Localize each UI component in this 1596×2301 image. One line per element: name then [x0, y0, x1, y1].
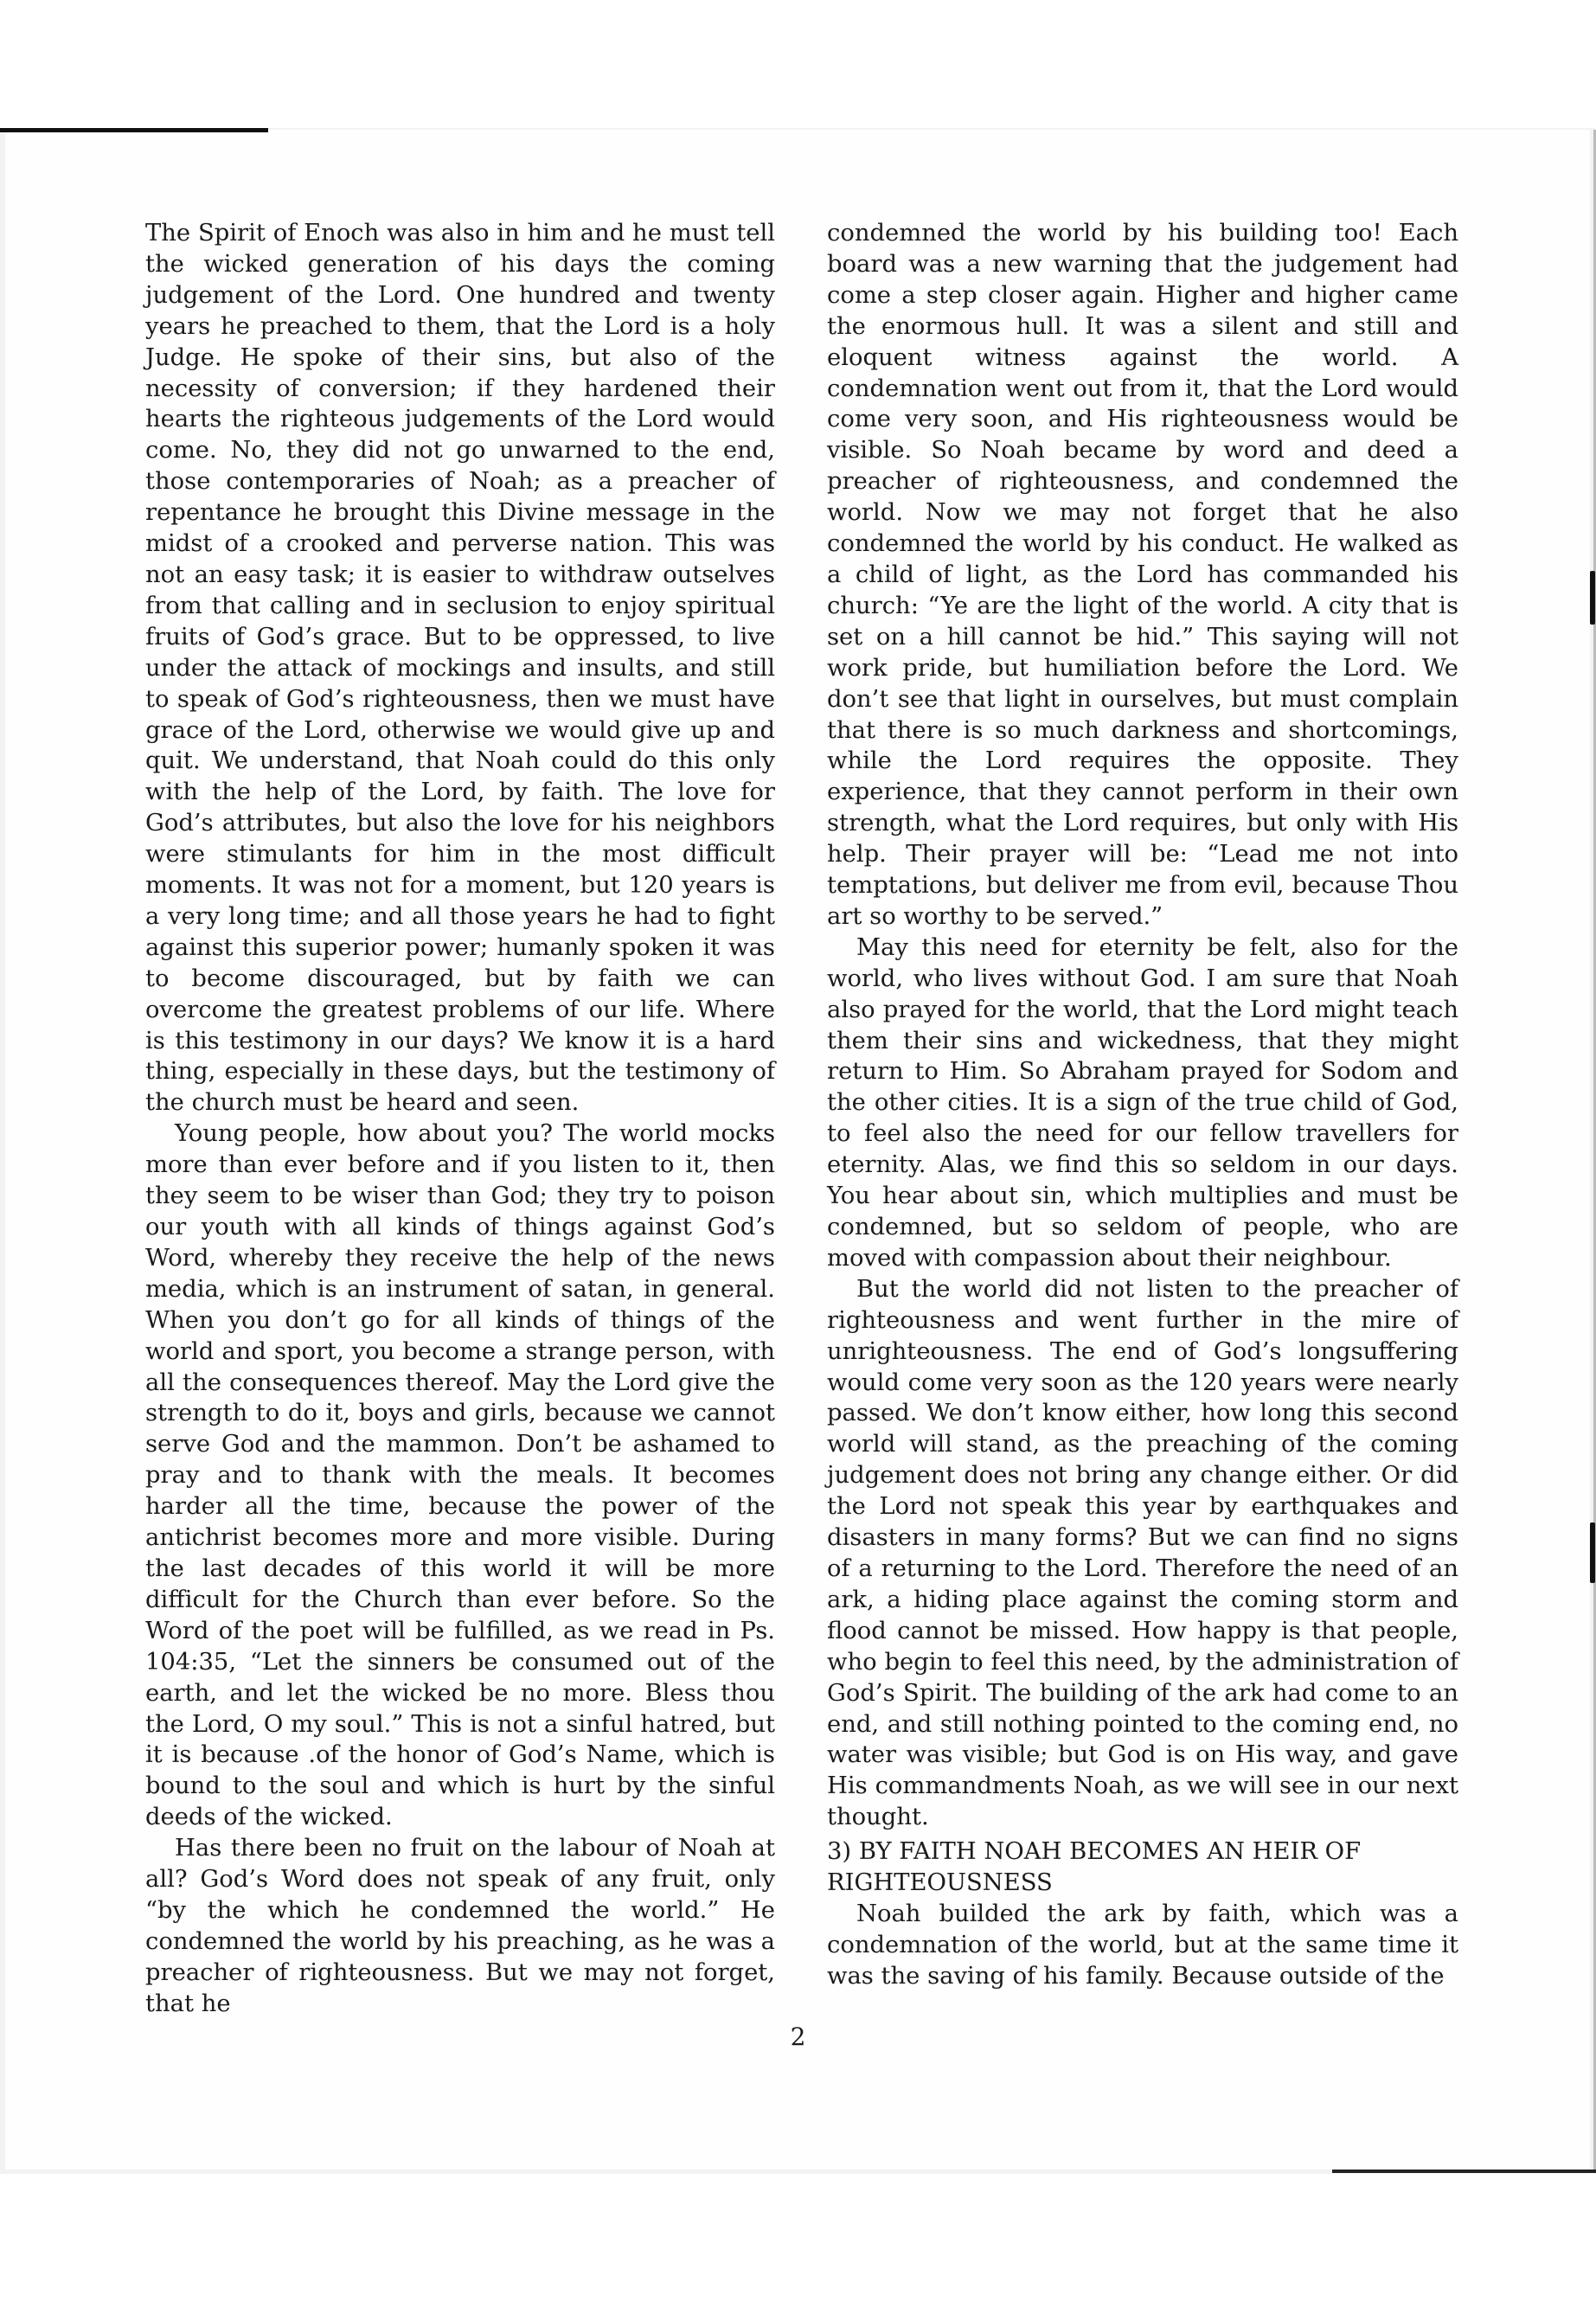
paragraph: The Spirit of Enoch was also in him and he must tell the wicked generation of his days the coming judgement of the Lord. One hundred and twenty years he preached to them, that the Lord is a holy Judge. He spoke of their sins, but also of the necessity of conversion; if they hardened their hearts the righteous judgements of the Lord would come. No, they did not go unwarned to the end, those contemporaries of Noah; as a preacher of repentance he brought this Divine message in the midst of a crooked and perverse nation. This was not an easy task; it is easier to withdraw outselves from that calling and in seclusion to enjoy spiritual fruits of God’s grace. But to be oppressed, to live under the attack of mockings and insults, and still to speak of God’s righteousness, then we must have grace of the Lord, otherwise we would give up and quit. We understand, that Noah could do this only with the help of the Lord, by faith. The love for God’s attributes, but also the love for his neighbors were stimulants for him in the most difficult moments. It was not for a moment, but 120 years is a very long time; and all those years he had to fight against this superior power; humanly spoken it was to become discouraged, but by faith we can overcome the greatest problems of our life. Where is this testimony in our days? We know it is a hard thing, especially in these days, but the testimony of the church must be heard and seen.	[145, 220, 775, 1117]
paragraph: May this need for eternity be felt, also for the world, who lives without God. I am sure that Noah also prayed for the world, that the Lord might teach them their sins and wickedness, that they might return to Him. So Abraham prayed for Sodom and the other cities. It is a sign of the true child of God, to feel also the need for our fellow travellers for eternity. Alas, we find this so seldom in our days. You hear about sin, which multiplies and must be condemned, but so seldom of people, who are moved with compassion about their neighbour.	[827, 933, 1458, 1272]
scan-top-edge	[0, 128, 268, 132]
paragraph: Young people, how about you? The world mocks more than ever before and if you listen to it, then they seem to be wiser than God; they try to poison our youth with all kinds of things against God’s Word, whereby they receive the help of the news media, which is an instrument of satan, in general. When you don’t go for all kinds of things of the world and sport, you become a strange person, with all the consequences thereof. May the Lord give the strength to do it, boys and girls, because we cannot serve God and the mammon. Don’t be ashamed to pray and to thank with the meals. It becomes harder all the time, because the power of the antichrist becomes more and more visible. During the last decades of this world it will be more difficult for the Church than ever before. So the Word of the poet will be fulfilled, as we read in Ps. 104:35, “Let the sinners be consumed out of the earth, and let the wicked be no more. Bless thou the Lord, O my soul.” This is not a sinful hatred, but it is because .of the honor of God’s Name, which is bound to the soul and which is hurt by the sinful deeds of the wicked.	[145, 1120, 775, 1831]
scan-mark	[1590, 1522, 1595, 1583]
right-column	[827, 218, 1458, 1992]
scan-bottom-edge	[1332, 2170, 1596, 2173]
paragraph: Has there been no fruit on the labour of Noah at all? God’s Word does not speak of any fruit, only “by the which he condemned the world.” He condemned the world by his preaching, as he was a preacher of righteousness. But we may not forget, that he	[145, 1835, 775, 2017]
paragraph: condemned the world by his building too! Each board was a new warning that the judgement had come a step closer again. Higher and higher came the enormous hull. It was a silent and still and eloquent witness against the world. A condemnation went out from it, that the Lord would come very soon, and His righteousness would be visible. So Noah became by word and deed a preacher of righteousness, and condemned the world. Now we may not forget that he also condemned the world by his conduct. He walked as a child of light, as the Lord has commanded his church: “Ye are the light of the world. A city that is set on a hill cannot be hid.” This saying will not work pride, but humiliation before the Lord. We don’t see that light in ourselves, but must complain that there is so much darkness and shortcomings, while the Lord requires the opposite. They experience, that they cannot perform in their own strength, what the Lord requires, but only with His help. Their prayer will be: “Lead me not into temptations, but deliver me from evil, because Thou art so worthy to be served.”	[827, 220, 1458, 930]
paragraph: Noah builded the ark by faith, which was a condemnation of the world, but at the same time it was the saving of his family. Because outside of the	[827, 1900, 1458, 1990]
scan-mark	[1590, 571, 1595, 625]
paragraph: But the world did not listen to the preacher of righteousness and went further in the mire of unrighteousness. The end of God’s longsuffering would come very soon as the 120 years were nearly passed. We don’t know either, how long this second world will stand, as the preaching of the coming judgement does not bring any change either. Or did the Lord not speak this year by earthquakes and disasters in many forms? But we can find no signs of a returning to the Lord. Therefore the need of an ark, a hiding place against the coming storm and flood cannot be missed. How happy is that people, who begin to feel this need, by the administration of God’s Spirit. The building of the ark had come to an end, and still nothing pointed to the coming end, no water was visible; but God is on His way, and gave His commandments Noah, as we will see in our next thought.	[827, 1275, 1458, 1831]
section-heading: 3) BY FAITH NOAH BECOMES AN HEIR OF RIGHTEOUSNESS	[827, 1838, 1362, 1897]
page-number: 2	[790, 2022, 806, 2051]
left-column	[145, 218, 775, 2020]
